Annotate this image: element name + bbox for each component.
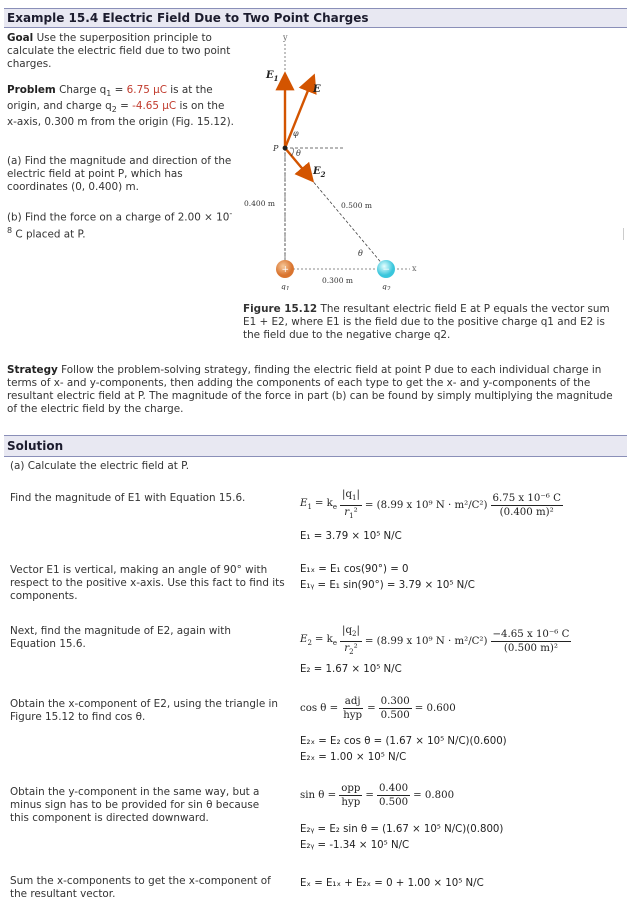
E-label: E xyxy=(313,84,321,95)
eq-E2x-2: E₂ₓ = 1.00 × 10⁵ N/C xyxy=(300,752,407,763)
phi-label: φ xyxy=(293,129,299,138)
strategy-label: Strategy xyxy=(7,364,58,376)
q2-label: $q_2$ xyxy=(382,282,391,290)
theta-label-P: θ xyxy=(296,149,301,158)
problem-part-b xyxy=(7,207,237,242)
problem-sub: 1 xyxy=(106,89,112,99)
eq-E2-result: E₂ = 1.67 × 10⁵ N/C xyxy=(300,664,402,675)
goal-text: Use the superposition principle to calculate the electric field due to two point charges. xyxy=(7,32,231,70)
distance-label-vertical: 0.400 m xyxy=(244,199,275,208)
step-5-text: Obtain the y-component in the same way, but a minus sign has to be provided for sin θ because this component is directed downward. xyxy=(10,786,260,824)
distance-label-horizontal: 0.300 m xyxy=(322,276,353,285)
eq-E2: $E_2$ = $k_e$ $\frac{|q_2|}{r_2^2}$ = (8.99 x 10⁹ N · m²/C²) $\frac{\text{−4.65 x 10⁻⁶ C}}{\text{(0.500 m)²}}$ xyxy=(300,625,570,657)
eq-E2y-2: E₂ᵧ = -1.34 × 10⁵ N/C xyxy=(300,840,410,851)
eq-E2y-1: E₂ᵧ = E₂ sin θ = (1.67 × 10⁵ N/C)(0.800) xyxy=(300,824,504,835)
figure-15-12 xyxy=(236,28,436,290)
solution-part-a: (a) Calculate the electric field at P. xyxy=(10,460,190,472)
strategy-paragraph xyxy=(7,364,619,416)
problem-text: is at the origin, and charge q xyxy=(7,84,213,113)
problem-label: Problem xyxy=(7,84,56,96)
eq-E2x-1: E₂ₓ = E₂ cos θ = (1.67 × 10⁵ N/C)(0.600) xyxy=(300,736,507,747)
solution-heading: Solution xyxy=(4,435,627,457)
charge-q1-sign: + xyxy=(281,265,290,275)
vector-E xyxy=(285,78,313,148)
problem-text: = xyxy=(111,84,127,96)
charge-q2-sign: − xyxy=(382,265,391,275)
E2-label: $E_2$ xyxy=(313,166,326,179)
eq-E1x: E₁ₓ = E₁ cos(90°) = 0 xyxy=(300,564,409,575)
eq-Ex: Eₓ = E₁ₓ + E₂ₓ = 0 + 1.00 × 10⁵ N/C xyxy=(300,878,484,889)
problem-text: Charge q xyxy=(59,84,107,96)
caption-text: The resultant electric field E at P equals the vector sum E1 + E2, where E1 is the field due to the positive charge q1 and E2 is the field due to the negative charge q2. xyxy=(243,303,610,341)
problem-text: = xyxy=(116,100,133,113)
strategy-text: Follow the problem-solving strategy, finding the electric field at point P due to each individual charge in terms of x- and y-components, then adding the components of each type to get the x- and y-components of the resultant electric field at P. The magnitude of the force in part (b) can be found by simply multiplying the magnitude of the electric field by the charge. xyxy=(7,364,613,415)
goal-label: Goal xyxy=(7,32,34,44)
problem-part-a: (a) Find the magnitude and direction of the electric field at point P, which has coordinates (0, 0.400) m. xyxy=(7,155,232,193)
caption-label: Figure 15.12 xyxy=(243,303,318,315)
q1-label: $q_1$ xyxy=(281,282,290,290)
step-4-text: Obtain the x-component of E2, using the triangle in Figure 15.12 to find cos θ. xyxy=(10,698,278,723)
x-axis-label: x xyxy=(412,264,417,273)
eq-E1: $E_1$ = $k_e$ $\frac{|q_1|}{r_1^2}$ = (8.99 x 10⁹ N · m²/C²) $\frac{\text{6.75 x 10⁻⁶ C}}{\text{(0.400 m)²}}$ xyxy=(300,489,561,521)
problem-sub: 2 xyxy=(111,105,117,115)
problem-paragraph xyxy=(7,84,235,129)
q1-value: 6.75 μC xyxy=(126,84,167,96)
distance-label-diagonal: 0.500 m xyxy=(341,201,372,210)
step-2-text: Vector E1 is vertical, making an angle of 90° with respect to the positive x-axis. Use this fact to find its components. xyxy=(10,564,285,602)
point-P xyxy=(283,146,288,151)
eq-cos-theta: cos θ = $\frac{\text{adj}}{\text{hyp}}$ = $\frac{0.300}{0.500}$ = 0.600 xyxy=(300,696,456,721)
q2-value: -4.65 μC xyxy=(132,100,177,113)
eq-E1-result: E₁ = 3.79 × 10⁵ N/C xyxy=(300,531,402,542)
figure-caption xyxy=(243,303,618,342)
part-b-text: (b) Find the force on a charge of 2.00 × 10 xyxy=(7,211,230,224)
goal-paragraph xyxy=(7,32,235,71)
example-title: Example 15.4 Electric Field Due to Two Point Charges xyxy=(4,8,627,28)
eq-sin-theta: sin θ = $\frac{\text{opp}}{\text{hyp}}$ = $\frac{0.400}{0.500}$ = 0.800 xyxy=(300,783,455,808)
part-b-text: C placed at P. xyxy=(12,228,86,241)
problem-text: is on the x-axis, 0.300 m from the origin (Fig. 15.12). xyxy=(7,100,234,129)
eq-E1y: E₁ᵧ = E₁ sin(90°) = 3.79 × 10⁵ N/C xyxy=(300,580,475,591)
step-6-text: Sum the x-components to get the x-component of the resultant vector. xyxy=(10,875,271,900)
part-b-exp: -8 xyxy=(7,209,233,236)
y-axis-label: y xyxy=(283,33,288,42)
step-3-text: Next, find the magnitude of E2, again with Equation 15.6. xyxy=(10,625,231,650)
step-1-text: Find the magnitude of E1 with Equation 15.6. xyxy=(10,492,246,504)
E1-label: $E_1$ xyxy=(266,70,279,83)
margin-rule xyxy=(623,228,624,240)
point-P-label: P xyxy=(273,144,279,153)
theta-label-q2: θ xyxy=(358,249,363,258)
